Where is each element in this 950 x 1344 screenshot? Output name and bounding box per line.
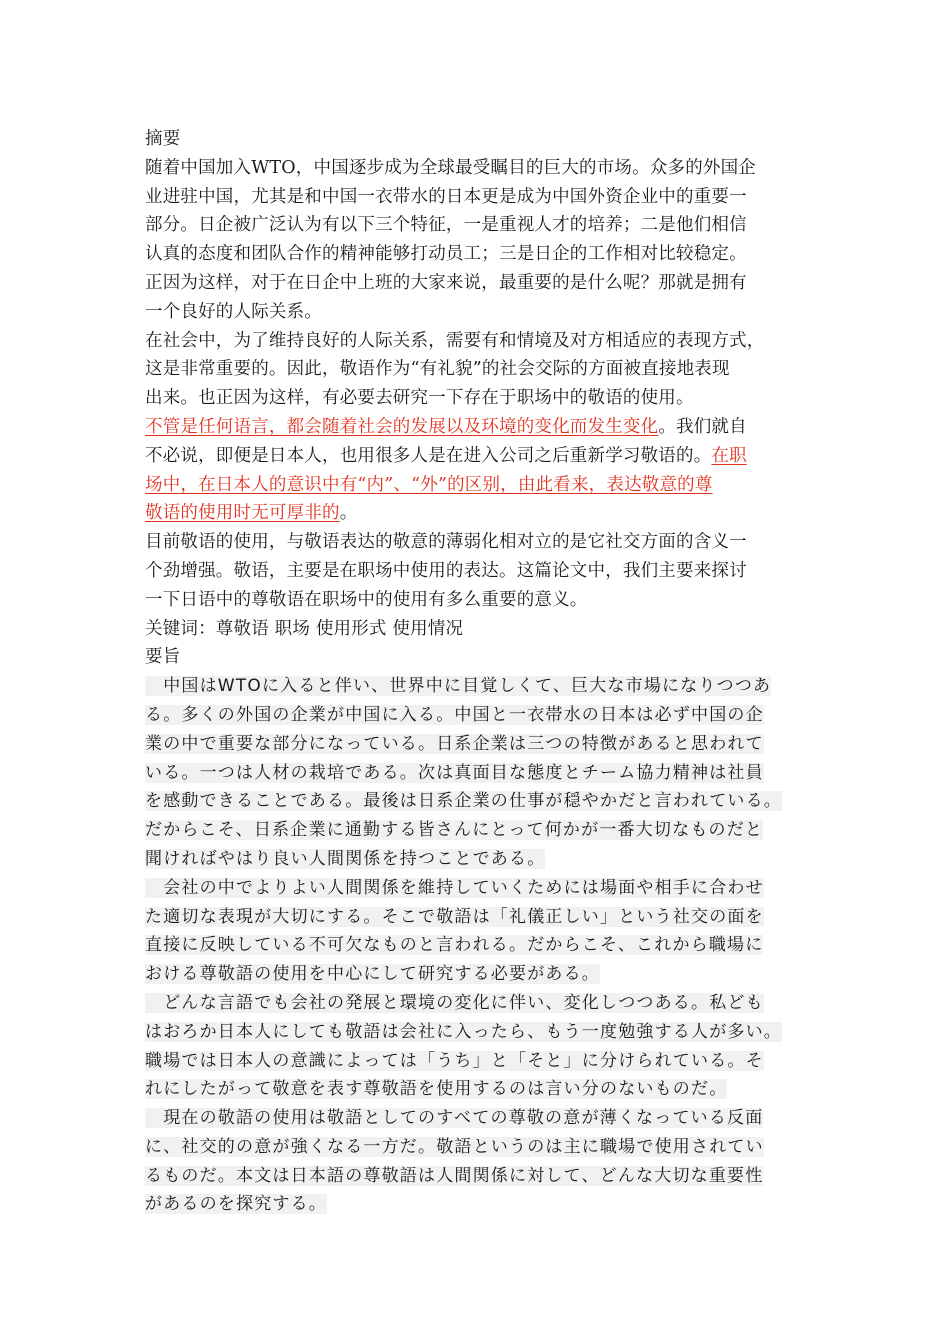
abstract-paragraph-4 — [145, 528, 817, 614]
text-line — [145, 499, 817, 528]
highlighted-text: 在职 — [711, 445, 747, 466]
summary-paragraph-1 — [145, 672, 817, 874]
text-line: 出来。也正因为这样，有必要去研究一下存在于职场中的敬语的使用。 — [145, 388, 694, 409]
text-line: 正因为这样，对于在日企中上班的大家来说，最重要的是什么呢？那就是拥有 — [145, 272, 747, 293]
summary-heading: 要旨 — [145, 647, 181, 668]
text-line: に、社交的の意が強くなる一方だ。敬語というのは主に職場で使用されてい — [145, 1136, 764, 1157]
text-line: 会社の中でよりよい人間関係を維持していくためには場面や相手に合わせ — [145, 877, 764, 898]
text-line: はおろか日本人にしても敬語は会社に入ったら、もう一度勉強する人が多い。 — [145, 1021, 782, 1042]
text-line: 一个良好的人际关系。 — [145, 301, 322, 322]
summary-paragraph-3 — [145, 989, 817, 1104]
text-line: 中国はWTOに入ると伴い、世界中に目覚しくて、巨大な市場になりつつあ — [145, 676, 772, 697]
text-line: を感動できることである。最後は日系企業の仕事が穏やかだと言われている。 — [145, 791, 782, 812]
text-line: 一下日语中的尊敬语在职场中的使用有多么重要的意义。 — [145, 589, 588, 610]
text-line: た適切な表現が大切にする。そこで敬語は「礼儀正しい」という社交の面を — [145, 906, 764, 927]
text-line: 随着中国加入WTO，中国逐步成为全球最受瞩目的巨大的市场。众多的外国企 — [145, 157, 757, 178]
text-line: 業の中で重要な部分になっている。日系企業は三つの特徴があると思われて — [145, 733, 764, 754]
highlighted-text: 敬语的使用时无可厚非的 — [145, 503, 340, 524]
summary-paragraph-2 — [145, 874, 817, 989]
text-line — [145, 442, 817, 471]
text-line — [145, 471, 817, 500]
text-line: るものだ。本文は日本語の尊敬語は人間関係に対して、どんな大切な重要性 — [145, 1165, 764, 1186]
text-line: いる。一つは人材の栽培である。次は真面目な態度とチーム協力精神は社員 — [145, 762, 764, 783]
text-line: 現在の敬語の使用は敬語としてのすべての尊敬の意が薄くなっている反面 — [145, 1108, 764, 1129]
highlighted-text: 场中，在日本人的意识中有“内”、“外”的区别，由此看来，表达敬意的尊 — [145, 474, 713, 495]
text-line: どんな言語でも会社の発展と環境の変化に伴い、変化しつつある。私ども — [145, 992, 764, 1013]
text-line: だからこそ、日系企業に通勤する皆さんにとって何かが一番大切なものだと — [145, 820, 764, 841]
text-line: 目前敬语的使用，与敬语表达的敬意的薄弱化相对立的是它社交方面的含义一 — [145, 532, 747, 553]
highlighted-text: 不管是任何语言，都会随着社会的发展以及环境的变化而发生变化 — [145, 416, 659, 437]
text-line: 认真的态度和团队合作的精神能够打动员工；三是日企的工作相对比较稳定。 — [145, 244, 747, 265]
text-line: 聞ければやはり良い人間関係を持つことである。 — [145, 848, 546, 869]
text-line: 这是非常重要的。因此，敬语作为“有礼貌”的社会交际的方面被直接地表现 — [145, 359, 730, 380]
plain-text: 不必说，即便是日本人，也用很多人是在进入公司之后重新学习敬语的。 — [145, 445, 712, 466]
abstract-heading: 摘要 — [145, 129, 181, 149]
text-line: 业进驻中国，尤其是和中国一衣带水的日本更是成为中国外资企业中的重要一 — [145, 186, 747, 207]
text-line — [145, 413, 817, 442]
text-line: 个劲增强。敬语，主要是在职场中使用的表达。这篇论文中，我们主要来探讨 — [145, 560, 747, 581]
document-page — [145, 125, 817, 1219]
keywords: 关键词：尊敬语 职场 使用形式 使用情况 — [145, 618, 464, 639]
text-line: れにしたがって敬意を表す尊敬語を使用するのは言い分のないものだ。 — [145, 1079, 728, 1100]
abstract-paragraph-1 — [145, 154, 817, 327]
text-line: があるのを探究する。 — [145, 1194, 327, 1215]
abstract-paragraph-3 — [145, 413, 817, 528]
plain-text: 。我们就自 — [658, 416, 747, 437]
text-line: る。多くの外国の企業が中国に入る。中国と一衣帯水の日本は必ず中国の企 — [145, 704, 764, 725]
japanese-summary — [145, 672, 817, 1219]
text-line: 在社会中，为了维持良好的人际关系，需要有和情境及对方相适应的表现方式， — [145, 330, 765, 351]
text-line: 直接に反映している不可欠なものと言われる。だからこそ、これから職場に — [145, 935, 764, 956]
text-line: おける尊敬語の使用を中心にして研究する必要がある。 — [145, 964, 600, 985]
summary-paragraph-4 — [145, 1104, 817, 1219]
text-line: 部分。日企被广泛认为有以下三个特征，一是重视人才的培养；二是他们相信 — [145, 215, 747, 236]
plain-text: 。 — [339, 503, 358, 524]
abstract-paragraph-2 — [145, 327, 817, 413]
text-line: 職場では日本人の意識によっては「うち」と「そと」に分けられている。そ — [145, 1050, 764, 1071]
